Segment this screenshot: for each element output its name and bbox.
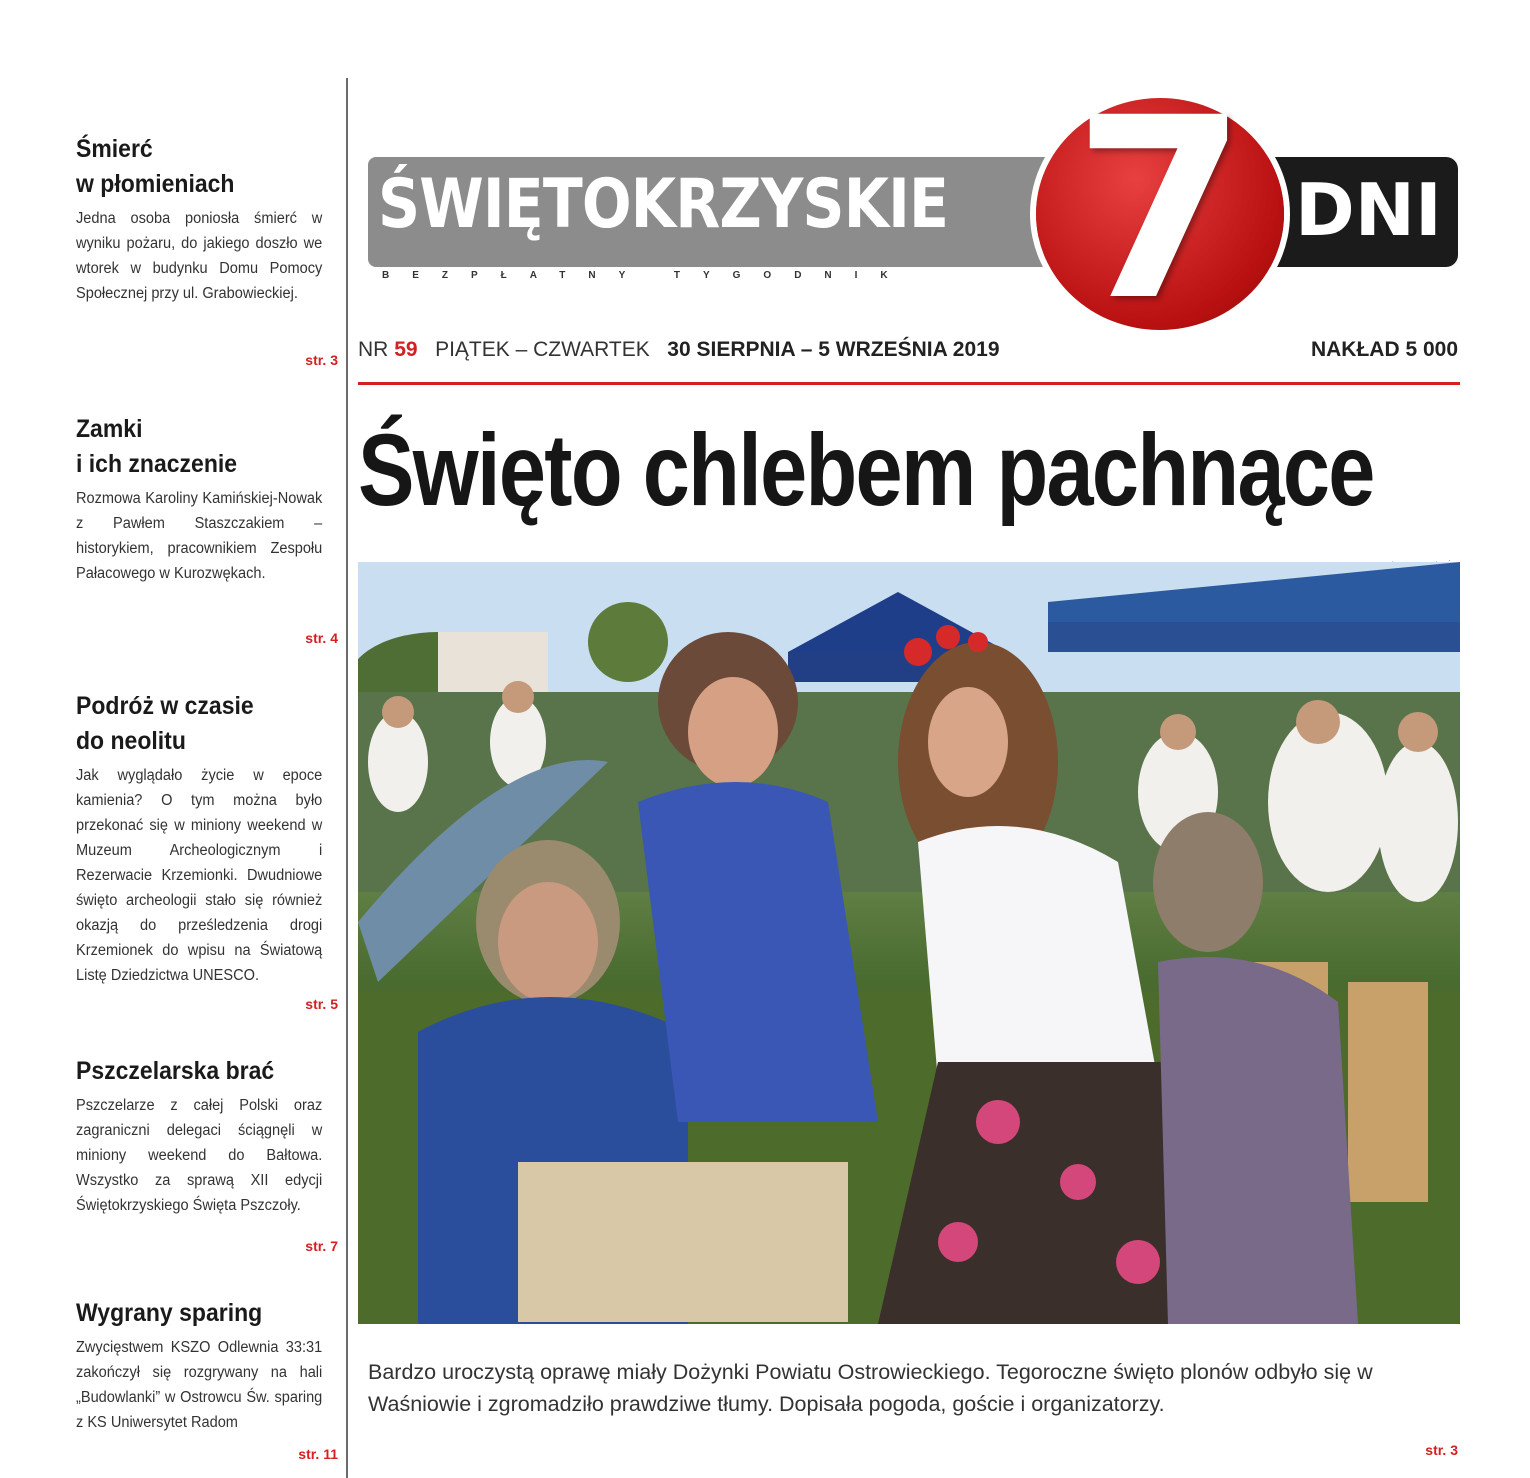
- article-title[interactable]: [76, 1296, 317, 1331]
- main-photo[interactable]: [358, 562, 1460, 1324]
- sidebar-article[interactable]: [76, 1054, 338, 1218]
- sidebar-article[interactable]: [76, 689, 338, 988]
- sidebar-article[interactable]: [76, 1296, 338, 1435]
- article-summary: Rozmowa Karoliny Kamińskiej-Nowak z Pawłem Staszczakiem – historykiem, pracownikiem Zespołu Pałacowego w Kurozwękach.: [76, 490, 323, 582]
- article-title[interactable]: [76, 412, 317, 482]
- issue-info: [358, 338, 1000, 362]
- page-reference[interactable]: str. 3: [305, 352, 338, 368]
- article-summary: Zwycięstwem KSZO Odlewnia 33:31 zakończył się rozgrywany na hali „Budowlanki” w Ostrowcu Św. sparing z KS Uniwersytet Radom: [76, 1339, 323, 1431]
- photo-illustration: [358, 562, 1460, 1324]
- page-reference[interactable]: str. 4: [305, 630, 338, 646]
- issue-number: 59: [394, 338, 418, 361]
- sidebar-article[interactable]: [76, 412, 338, 586]
- article-title-line: Wygrany sparing: [76, 1299, 263, 1327]
- column-divider: [346, 78, 348, 1478]
- article-title-line: Podróż w czasie: [76, 692, 254, 720]
- page-reference[interactable]: str. 5: [305, 996, 338, 1012]
- masthead-title: ŚWIĘTOKRZYSKIE: [378, 165, 949, 244]
- article-title-line: w płomieniach: [76, 170, 235, 198]
- article-title[interactable]: [76, 1054, 317, 1089]
- article-title-line: Zamki: [76, 415, 143, 443]
- red-divider: [358, 382, 1460, 385]
- article-summary: Pszczelarze z całej Polski oraz zagraniczni delegaci ściągnęli w miniony weekend do Bałtowa. Wszystko za sprawą XII edycji Świętokrzyskiego Święta Pszczoły.: [76, 1097, 323, 1214]
- masthead-suffix: DNI: [1295, 168, 1442, 252]
- issue-days: PIĄTEK – CZWARTEK: [435, 338, 650, 361]
- article-title-line: i ich znaczenie: [76, 450, 238, 478]
- photo-caption: Bardzo uroczystą oprawę miały Dożynki Powiatu Ostrowieckiego. Tegoroczne święto plonów odbyło się w Waśniowie i zgromadziło prawdziwe tłumy. Dopisała pogoda, goście i organizatorzy.: [368, 1360, 1373, 1416]
- masthead-subtitle: BEZPŁATNY TYGODNIK: [382, 270, 911, 281]
- main-headline[interactable]: Święto chlebem pachnące: [358, 413, 1374, 527]
- issue-dates: 30 SIERPNIA – 5 WRZEŚNIA 2019: [667, 338, 1000, 361]
- article-summary: Jedna osoba poniosła śmierć w wyniku pożaru, do jakiego doszło we wtorek w budynku Domu Pomocy Społecznej przy ul. Grabowieckiej.: [76, 210, 323, 302]
- article-title[interactable]: [76, 132, 317, 202]
- page-reference[interactable]: str. 3: [1425, 1442, 1458, 1458]
- article-title[interactable]: [76, 689, 317, 759]
- article-title-line: Pszczelarska brać: [76, 1057, 275, 1085]
- article-title-line: Śmierć: [76, 135, 153, 163]
- circulation: NAKŁAD 5 000: [1310, 338, 1458, 361]
- page-reference[interactable]: str. 7: [305, 1238, 338, 1254]
- article-summary: Jak wyglądało życie w epoce kamienia? O tym można było przekonać się w miniony weekend w Muzeum Archeologicznym i Rezerwacie Krzemionki. Dwudniowe święto archeologii stało się również okazją do prześledzenia drogi Krzemionek do wpisu na Światową Listę Dziedzictwa UNESCO.: [76, 767, 323, 984]
- issue-number-label: NR: [358, 338, 389, 361]
- masthead-logo-number: 7: [1073, 64, 1247, 355]
- article-title-line: do neolitu: [76, 727, 186, 755]
- sidebar-article[interactable]: [76, 132, 338, 306]
- page-reference[interactable]: str. 11: [298, 1446, 338, 1462]
